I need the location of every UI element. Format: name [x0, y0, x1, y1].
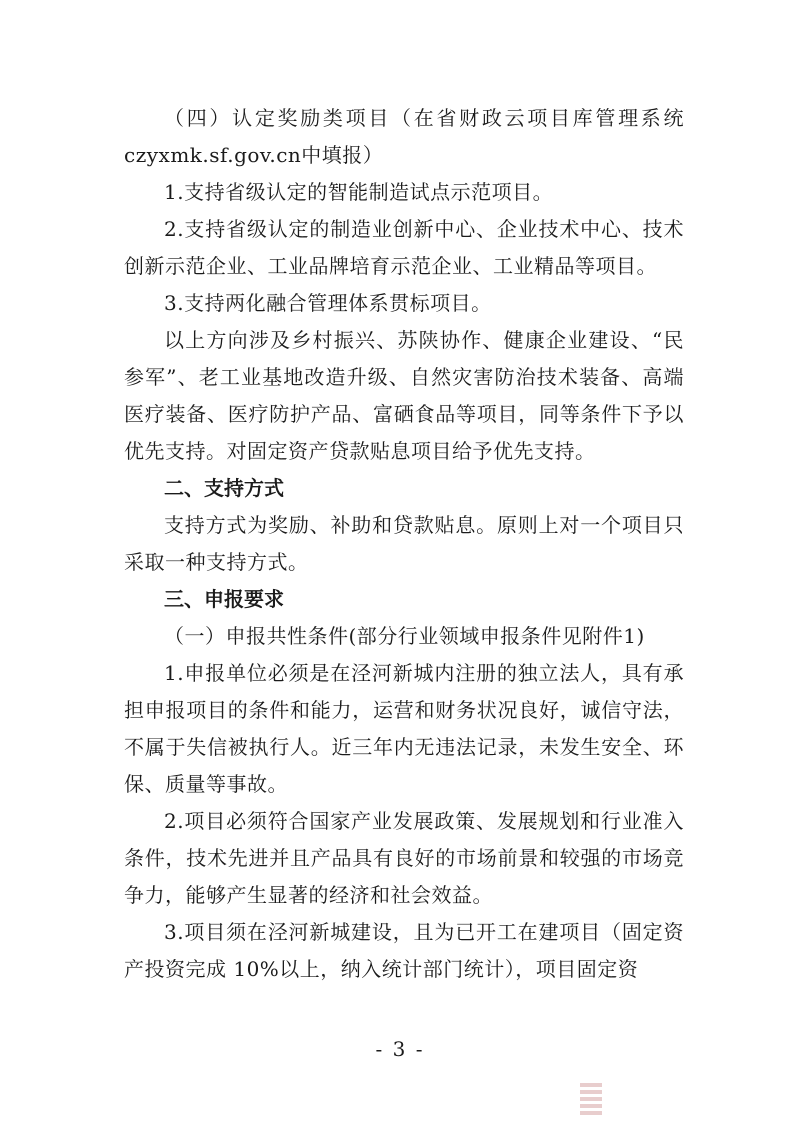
support-method-paragraph: 支持方式为奖励、补助和贷款贴息。原则上对一个项目只采取一种支持方式。: [124, 513, 684, 574]
seal-stamp-icon: [578, 1080, 604, 1124]
item-3: 3.支持两化融合管理体系贯标项目。: [164, 291, 492, 315]
page-number: - 3 -: [375, 1037, 425, 1061]
heading-requirements: 三、申报要求: [164, 587, 284, 611]
condition-1: 1.申报单位必须是在泾河新城内注册的独立法人，具有承担申报项目的条件和能力，运营和财务状况良好，诚信守法，不属于失信被执行人。近三年内无违法记录，未发生安全、环保、质量等事故。: [124, 661, 684, 796]
heading-support-method: 二、支持方式: [164, 476, 284, 500]
condition-2: 2.项目必须符合国家产业发展政策、发展规划和行业准入条件，技术先进并且产品具有良好的市场前景和较强的市场竞争力，能够产生显著的经济和社会效益。: [124, 809, 684, 907]
item-1: 1.支持省级认定的智能制造试点示范项目。: [164, 180, 554, 204]
section-four-title: （四）认定奖励类项目（在省财政云项目库管理系统czyxmk.sf.gov.cn中填报）: [124, 106, 684, 167]
item-2: 2.支持省级认定的制造业创新中心、企业技术中心、技术创新示范企业、工业品牌培育示范企业、工业精品等项目。: [124, 217, 684, 278]
priority-paragraph: 以上方向涉及乡村振兴、苏陕协作、健康企业建设、“民参军”、老工业基地改造升级、自然灾害防治技术装备、高端医疗装备、医疗防护产品、富硒食品等项目，同等条件下予以优先支持。对固定资产贷款贴息项目给予优先支持。: [124, 328, 684, 463]
document-body: [124, 100, 684, 988]
subheading-common-conditions: （一）申报共性条件(部分行业领域申报条件见附件1): [164, 624, 645, 648]
condition-3: 3.项目须在泾河新城建设，且为已开工在建项目（固定资产投资完成 10%以上，纳入统计部门统计），项目固定资: [124, 920, 684, 981]
